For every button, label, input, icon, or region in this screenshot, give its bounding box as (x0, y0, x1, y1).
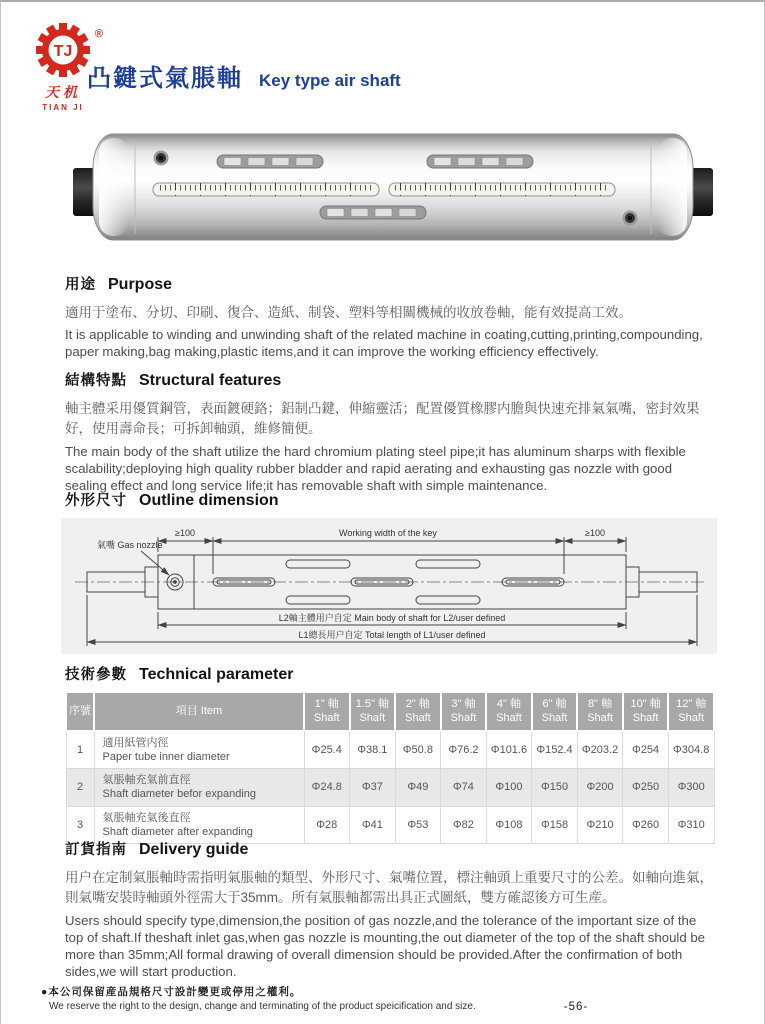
page-title (87, 58, 401, 93)
shaft-size: 2" 軸 (405, 698, 430, 710)
col-header-shaft (486, 692, 532, 731)
footer-note-cn: ●本公司保留産品規格尺寸設計變更或停用之權利。 (41, 986, 302, 998)
col-header-shaft (304, 692, 350, 731)
row-item-cn: 氣脹軸充氣後直徑 (102, 811, 191, 824)
shaft-label: Shaft (496, 712, 522, 725)
col-header-shaft (668, 692, 714, 731)
shaft-size: 3" 軸 (451, 698, 476, 710)
purpose-body-en: It is applicable to winding and unwinding shaft of the related machine in coating,cutting,printing,compounding, paper making,bag making,plastic items,and it can improve the working efficiency effectively. (65, 327, 703, 360)
row-number: 3 (66, 806, 94, 844)
outline-heading (65, 489, 715, 510)
row-value: Φ38.1 (350, 731, 396, 769)
row-value: Φ28 (304, 806, 350, 844)
outline-heading-cn: 外形尺寸 (65, 493, 127, 509)
page-number: -56- (563, 1001, 589, 1013)
shaft-size: 1.5" 軸 (355, 698, 389, 710)
product-photo (73, 128, 713, 246)
row-value: Φ76.2 (441, 731, 487, 769)
registered-mark: ® (94, 28, 103, 40)
purpose-section (65, 273, 715, 361)
purpose-heading-cn: 用途 (65, 277, 96, 293)
page-title-en: Key type air shaft (259, 71, 401, 90)
page-title-cn: 凸鍵式氣脹軸 (87, 65, 243, 92)
delivery-heading-cn: 訂貨指南 (65, 842, 127, 858)
col-header-shaft (441, 692, 487, 731)
row-value: Φ158 (532, 806, 578, 844)
parameters-heading-en: Technical parameter (139, 666, 294, 683)
purpose-heading (65, 273, 715, 294)
row-value: Φ304.8 (668, 731, 714, 769)
delivery-heading (65, 838, 715, 859)
shaft-label: Shaft (405, 712, 431, 725)
row-value: Φ254 (623, 731, 669, 769)
row-value: Φ250 (623, 769, 669, 807)
bottom-right-hole (623, 211, 638, 226)
delivery-body-en: Users should specify type,dimension,the position of gas nozzle,and the tolerance of the important size of the top of shaft.If theshaft inlet gas,when gas nozzle is mounting,the out diameter of the top of the shaft should be more than 35mm;All formal drawing of overall dimension should be provided.After the confirmation of both sides,we will start production. (65, 912, 705, 979)
logo-text-en: TIAN JI (42, 103, 84, 112)
row-number: 2 (66, 769, 94, 807)
shaft-label: Shaft (587, 712, 613, 725)
gas-nozzle-label: 氣嘴 Gas nozzle (97, 540, 163, 550)
svg-text:TJ: TJ (53, 43, 73, 60)
row-item-en: Shaft diameter after expanding (102, 826, 253, 839)
col-header-shaft (395, 692, 441, 731)
features-heading-cn: 結構特點 (65, 373, 127, 389)
logo-text-cn: 天机 (45, 86, 81, 101)
company-logo (31, 22, 103, 112)
shaft-label: Shaft (632, 712, 659, 725)
row-item-cn: 適用紙管内徑 (102, 736, 169, 749)
shaft-label: Shaft (313, 712, 340, 725)
l2-dim-label: L2軸主體用户自定 Main body of shaft for L2/user defined (278, 613, 506, 623)
features-body-en: The main body of the shaft utilize the hard chromium plating steel pipe;it has aluminum sharps with flexible scalability;deploying high quality rubber bladder and rapid aerating and exhausting gas nozzle with good sealing effect and long service life;it has removable shaft with simple maintenance. (65, 443, 686, 493)
row-value: Φ25.4 (304, 731, 350, 769)
col-header-shaft (623, 692, 669, 731)
parameter-table (65, 691, 715, 844)
shaft-label: Shaft (541, 712, 568, 725)
row-item-en: Shaft diameter befor expanding (102, 788, 256, 801)
row-value: Φ152.4 (532, 731, 578, 769)
row-value: Φ82 (441, 806, 487, 844)
row-value: Φ101.6 (486, 731, 532, 769)
row-number: 1 (66, 731, 94, 769)
shaft-size: 1" 軸 (314, 698, 339, 710)
row-value: Φ150 (532, 769, 578, 807)
outline-heading-en: Outline dimension (139, 492, 279, 509)
shaft-size: 4" 軸 (496, 698, 521, 710)
gear-logo-icon (35, 22, 91, 78)
col-header-no: 序號 (66, 692, 94, 731)
row-value: Φ260 (623, 806, 669, 844)
features-heading (65, 369, 715, 390)
row-item (94, 769, 304, 807)
row-value: Φ300 (668, 769, 714, 807)
outline-drawing (61, 518, 717, 654)
parameters-heading (65, 663, 715, 684)
row-value: Φ74 (441, 769, 487, 807)
features-body-cn: 軸主體采用優質鋼管，表面鍍硬鉻；鋁制凸鍵，伸縮靈活；配置優質橡膠内膽與快速充排氣氣嘴，密封效果好，使用壽命長；可拆卸軸頭，維修簡便。 (65, 401, 700, 437)
page-footer (41, 984, 741, 1013)
row-value: Φ310 (668, 806, 714, 844)
shaft-label: Shaft (359, 712, 386, 725)
row-value: Φ49 (395, 769, 441, 807)
row-value: Φ210 (577, 806, 623, 844)
table-row (66, 769, 714, 807)
outline-drawing-box (61, 518, 717, 654)
table-row (66, 731, 714, 769)
purpose-body-cn: 適用于塗布、分切、印刷、復合、造紙、制袋、塑料等相關機械的收放卷軸，能有效提高工效。 (65, 305, 632, 320)
row-item (94, 731, 304, 769)
row-value: Φ100 (486, 769, 532, 807)
parameters-heading-cn: 技術參數 (65, 667, 127, 683)
parameters-section (65, 663, 715, 684)
features-heading-en: Structural features (139, 372, 282, 389)
row-value: Φ200 (577, 769, 623, 807)
shaft-label: Shaft (450, 712, 477, 725)
row-value: Φ108 (486, 806, 532, 844)
top-left-hole (154, 151, 169, 166)
row-value: Φ37 (350, 769, 396, 807)
shaft-label: Shaft (678, 712, 705, 725)
row-value: Φ24.8 (304, 769, 350, 807)
delivery-heading-en: Delivery guide (139, 841, 249, 858)
row-value: Φ53 (395, 806, 441, 844)
delivery-body-cn: 用户在定制氣脹軸時需指明氣脹軸的類型、外形尺寸、氣嘴位置，標注軸頭上重要尺寸的公差。如軸向進氣，則氣嘴安裝時軸頭外徑需大于35mm。所有氣脹軸都需出具正式圖紙，雙方確認後方可生産。 (65, 870, 713, 906)
table-header-row (66, 692, 714, 731)
row-item-en: Paper tube inner diameter (102, 750, 230, 763)
row-value: Φ50.8 (395, 731, 441, 769)
row-value: Φ203.2 (577, 731, 623, 769)
working-width-dim: Working width of the key (339, 528, 437, 538)
row-value: Φ41 (350, 806, 396, 844)
shaft-size: 10" 軸 (630, 698, 661, 710)
col-header-shaft (350, 692, 396, 731)
shaft-size: 6" 軸 (542, 698, 567, 710)
col-header-item: 項目 Item (94, 692, 304, 731)
delivery-section (65, 838, 715, 980)
col-header-shaft (577, 692, 623, 731)
shaft-size: 12" 軸 (676, 698, 707, 710)
right-margin-dim: ≥100 (585, 528, 605, 538)
row-item-cn: 氣脹軸充氣前直徑 (102, 774, 191, 787)
l1-dim-label: L1總長用户自定 Total length of L1/user defined (298, 630, 486, 640)
left-margin-dim: ≥100 (175, 528, 195, 538)
purpose-heading-en: Purpose (108, 276, 173, 293)
col-header-shaft (532, 692, 578, 731)
outline-section (65, 489, 715, 510)
features-section (65, 369, 715, 494)
shaft-size: 8" 軸 (588, 698, 613, 710)
footer-note-en: We reserve the right to the design, change and terminating of the product speicification and size. (49, 1001, 476, 1012)
